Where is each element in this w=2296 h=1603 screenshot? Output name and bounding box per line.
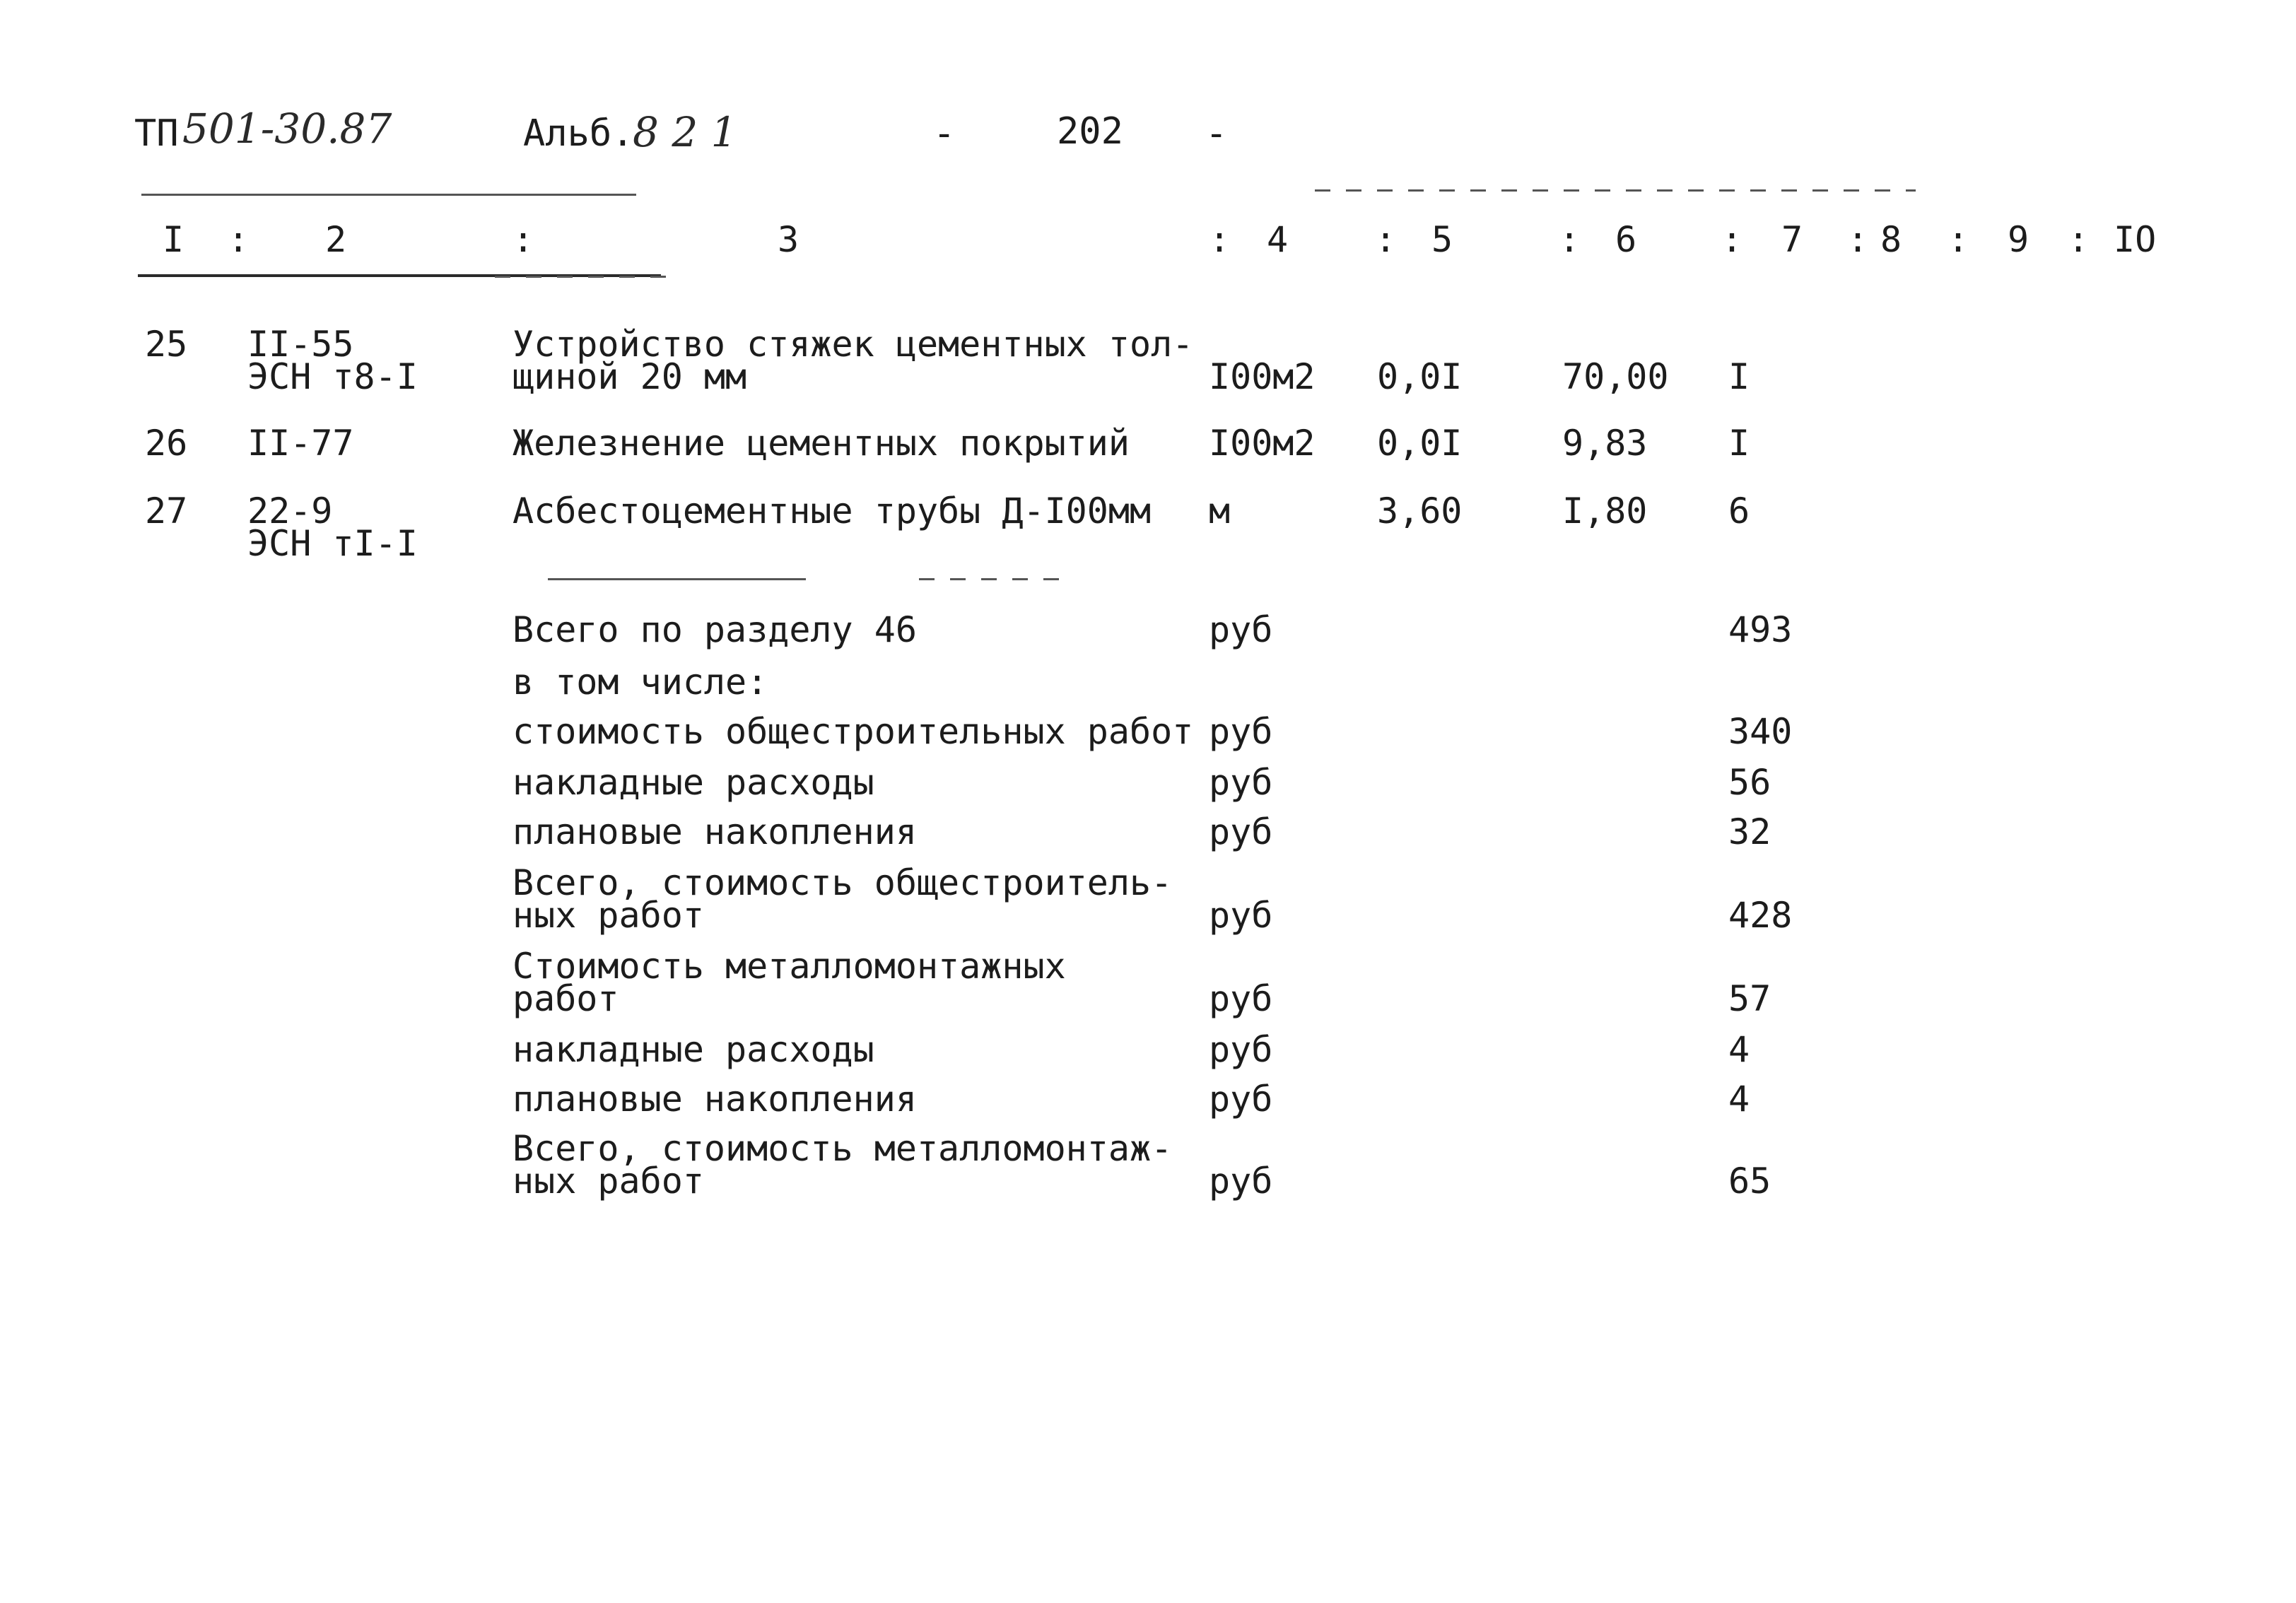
section-separator (548, 578, 806, 580)
summary-value: 428 (1728, 895, 1793, 936)
col-sep: : (1375, 219, 1397, 260)
col-header-4: 4 (1267, 219, 1289, 260)
summary-value: 32 (1728, 811, 1771, 852)
summary-unit: руб (1209, 1079, 1273, 1120)
summary-label: плановые накопления (512, 811, 917, 852)
total-cost: I (1728, 423, 1750, 464)
rate-code: 22-9 (247, 491, 333, 532)
col-sep: : (512, 219, 534, 260)
summary-label: плановые накопления (512, 1079, 917, 1120)
col-header-3: 3 (778, 219, 800, 260)
album-number: 8 2 1 (633, 108, 737, 156)
summary-unit: руб (1209, 711, 1273, 752)
summary-unit: руб (1209, 1029, 1273, 1070)
header-rule-dashed (495, 276, 679, 278)
col-header-10: IO (2114, 219, 2157, 260)
summary-label: Всего по разделу 46 (512, 609, 917, 650)
col-sep: : (1209, 219, 1231, 260)
work-description: Железнение цементных покрытий (512, 423, 1130, 464)
tp-prefix: ТП (134, 112, 179, 155)
unit-price: 9,83 (1562, 423, 1648, 464)
summary-value: 56 (1728, 762, 1771, 803)
unit-price: I,80 (1562, 491, 1648, 532)
summary-label: накладные расходы (512, 762, 874, 803)
col-sep: : (228, 219, 250, 260)
col-header-1: I (163, 219, 184, 260)
summary-label-cont: ных работ (512, 895, 704, 936)
summary-label: Всего, стоимость общестроитель- (512, 862, 1173, 903)
col-sep: : (1948, 219, 1969, 260)
unit: I00м2 (1209, 356, 1316, 397)
quantity: 0,0I (1377, 356, 1463, 397)
summary-label: накладные расходы (512, 1029, 874, 1070)
unit: м (1209, 491, 1231, 532)
summary-value: 4 (1728, 1029, 1750, 1070)
work-description-cont: щиной 20 мм (512, 356, 747, 397)
section-separator-dashed (919, 578, 1074, 580)
unit-price: 70,00 (1562, 356, 1669, 397)
summary-unit: руб (1209, 895, 1273, 936)
summary-value: 493 (1728, 609, 1793, 650)
total-cost: I (1728, 356, 1750, 397)
summary-label-cont: ных работ (512, 1161, 704, 1202)
summary-label: стоимость общестроительных работ (512, 711, 1194, 752)
summary-value: 340 (1728, 711, 1793, 752)
header-dash-right: - (1205, 112, 1228, 155)
row-number: 26 (145, 423, 188, 464)
col-header-6: 6 (1615, 219, 1637, 260)
summary-label: в том числе: (512, 662, 768, 703)
page-number: 202 (1057, 110, 1123, 153)
col-sep: : (1559, 219, 1581, 260)
col-sep: : (1721, 219, 1743, 260)
summary-value: 57 (1728, 978, 1771, 1019)
summary-label: Всего, стоимость металломонтаж- (512, 1128, 1173, 1169)
top-rule-dashed (1315, 189, 1916, 192)
row-number: 25 (145, 324, 188, 365)
quantity: 0,0I (1377, 423, 1463, 464)
col-sep: : (2068, 219, 2090, 260)
work-description: Устройство стяжек цементных тол- (512, 324, 1194, 365)
col-header-8: 8 (1880, 219, 1902, 260)
summary-value: 4 (1728, 1079, 1750, 1120)
rate-code-sub: ЭСН тI-I (247, 523, 418, 564)
album-prefix: Альб. (523, 112, 634, 155)
unit: I00м2 (1209, 423, 1316, 464)
summary-unit: руб (1209, 609, 1273, 650)
rate-code-sub: ЭСН т8-I (247, 356, 418, 397)
summary-value: 65 (1728, 1161, 1771, 1202)
tp-number: 501-30.87 (182, 105, 392, 153)
total-cost: 6 (1728, 491, 1750, 532)
summary-unit: руб (1209, 978, 1273, 1019)
summary-label-cont: работ (512, 978, 619, 1019)
col-sep: : (1847, 219, 1869, 260)
col-header-9: 9 (2008, 219, 2030, 260)
summary-unit: руб (1209, 1161, 1273, 1202)
summary-unit: руб (1209, 762, 1273, 803)
col-header-2: 2 (325, 219, 347, 260)
rate-code: II-55 (247, 324, 354, 365)
row-number: 27 (145, 491, 188, 532)
top-rule (141, 194, 636, 196)
col-header-5: 5 (1431, 219, 1453, 260)
work-description: Асбестоцементные трубы Д-I00мм (512, 491, 1152, 532)
header-dash-left: - (933, 112, 956, 155)
summary-label: Стоимость металломонтажных (512, 946, 1066, 987)
quantity: 3,60 (1377, 491, 1463, 532)
rate-code: II-77 (247, 423, 354, 464)
summary-unit: руб (1209, 811, 1273, 852)
col-header-7: 7 (1781, 219, 1803, 260)
